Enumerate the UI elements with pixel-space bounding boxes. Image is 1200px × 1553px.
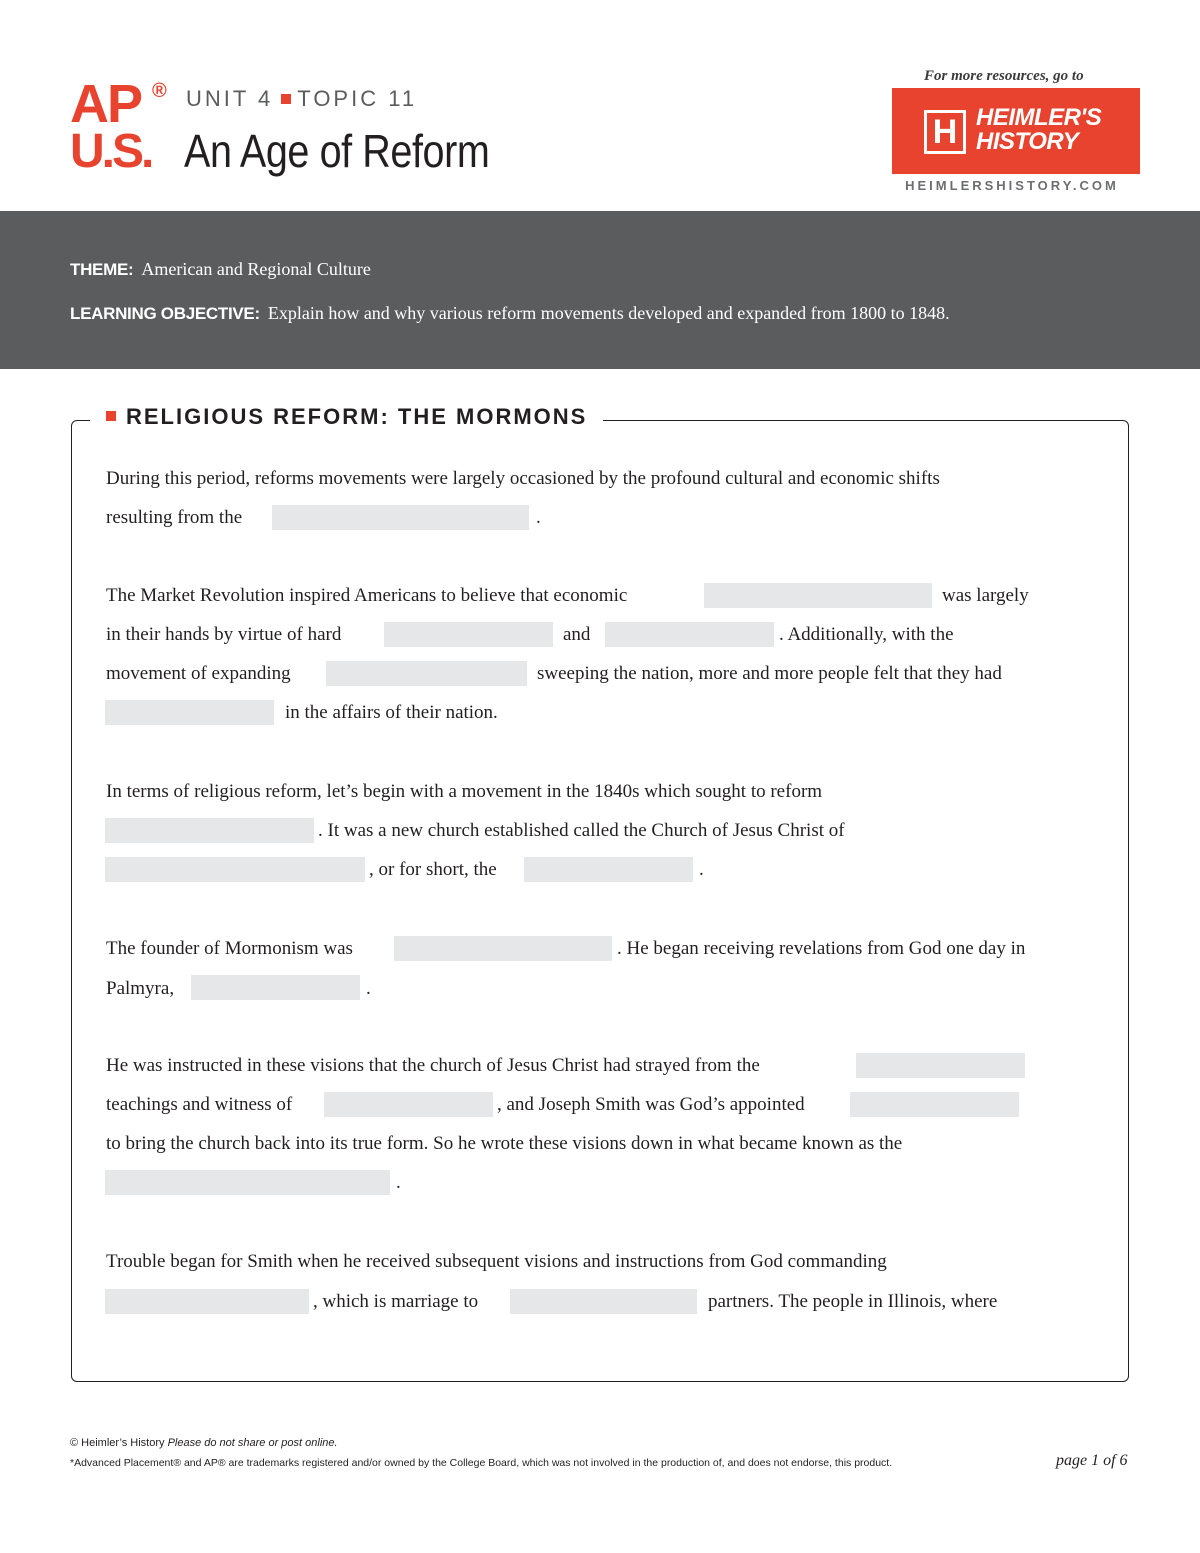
fill-in-blank[interactable] [191,975,360,1000]
text-line: . It was a new church established called the Church of Jesus Christ of [318,820,845,841]
share-notice: Please do not share or post online. [167,1437,338,1449]
text-line: . Additionally, with the [779,624,954,645]
fill-in-blank[interactable] [105,1289,309,1314]
theme-value: American and Regional Culture [141,259,371,279]
fill-in-blank[interactable] [510,1289,697,1314]
us-logo-text: U.S. [70,124,152,178]
fill-in-blank[interactable] [850,1092,1019,1117]
text-line: Palmyra, [106,978,175,999]
objective-value: Explain how and why various reform movements developed and expanded from 1800 to 1848. [267,303,950,323]
section-box [71,420,1129,1382]
text-line: Trouble began for Smith when he received subsequent visions and instructions from God commanding [106,1251,887,1272]
fill-in-blank[interactable] [704,583,932,608]
text-line: He was instructed in these visions that the church of Jesus Christ had strayed from the [106,1055,760,1076]
fill-in-blank[interactable] [324,1092,493,1117]
objective-label: LEARNING OBJECTIVE: [70,304,260,323]
topic-label: TOPIC 11 [297,86,418,111]
text-line: movement of expanding [106,663,291,684]
section-heading [90,404,603,430]
brand-line-2: HISTORY [976,128,1079,155]
fill-in-blank[interactable] [394,936,612,961]
brand-name [976,106,1101,154]
fill-in-blank[interactable] [272,505,529,530]
text-line: During this period, reforms movements were largely occasioned by the profound cultural and economic shifts [106,468,940,489]
copyright-line [70,1437,338,1449]
square-bullet-icon [281,94,291,104]
text-line: . [699,859,704,880]
unit-topic [186,86,417,112]
brand-line-1: HEIMLER'S [976,104,1102,131]
text-line: . [396,1172,401,1193]
fill-in-blank[interactable] [105,1170,390,1195]
text-line: The Market Revolution inspired Americans to believe that economic [106,585,628,606]
ap-logo-text: AP [70,74,142,134]
text-line: resulting from the [106,507,243,528]
fill-in-blank[interactable] [326,661,527,686]
text-line: sweeping the nation, more and more people felt that they had [537,663,1002,684]
text-line: , which is marriage to [313,1291,479,1312]
text-line: partners. The people in Illinois, where [708,1291,998,1312]
ap-logo-reg: ® [152,80,165,102]
fill-in-blank[interactable] [105,857,365,882]
text-line: , and Joseph Smith was God’s appointed [497,1094,805,1115]
fill-in-blank[interactable] [524,857,693,882]
unit-label: UNIT 4 [186,86,274,111]
text-line: in the affairs of their nation. [285,702,498,723]
theme-row [70,259,371,280]
heimlers-history-logo[interactable] [892,88,1140,174]
text-line: . He began receiving revelations from God one day in [617,938,1026,959]
page-title: An Age of Reform [184,125,490,177]
section-heading-text: RELIGIOUS REFORM: THE MORMONS [126,404,588,429]
text-line: teachings and witness of [106,1094,293,1115]
fill-in-blank[interactable] [856,1053,1025,1078]
theme-label: THEME: [70,260,134,279]
text-line: . [536,507,541,528]
ap-us-logo [70,74,170,178]
page-number: page 1 of 6 [1056,1452,1128,1469]
fill-in-blank[interactable] [105,818,314,843]
square-bullet-icon [106,411,116,421]
text-line: in their hands by virtue of hard [106,624,342,645]
text-line: , or for short, the [369,859,497,880]
more-resources-text: For more resources, go to [924,68,1084,84]
text-line: was largely [942,585,1029,606]
trademark-notice: *Advanced Placement® and AP® are trademarks registered and/or owned by the College Board, which was not involved in the production of, and does not endorse, this product. [70,1457,893,1469]
text-line: . [366,978,371,999]
site-link[interactable]: HEIMLERSHISTORY.COM [905,178,1119,193]
fill-in-blank[interactable] [384,622,553,647]
objective-row [70,303,950,324]
text-line: The founder of Mormonism was [106,938,353,959]
theme-band [0,211,1200,369]
text-line: to bring the church back into its true form. So he wrote these visions down in what became known as the [106,1133,903,1154]
copyright: © Heimler’s History [70,1437,165,1449]
text-line: In terms of religious reform, let’s begin with a movement in the 1840s which sought to reform [106,781,823,802]
fill-in-blank[interactable] [605,622,774,647]
fill-in-blank[interactable] [105,700,274,725]
text-line: and [563,624,591,645]
heimler-h-icon: H [924,110,966,154]
